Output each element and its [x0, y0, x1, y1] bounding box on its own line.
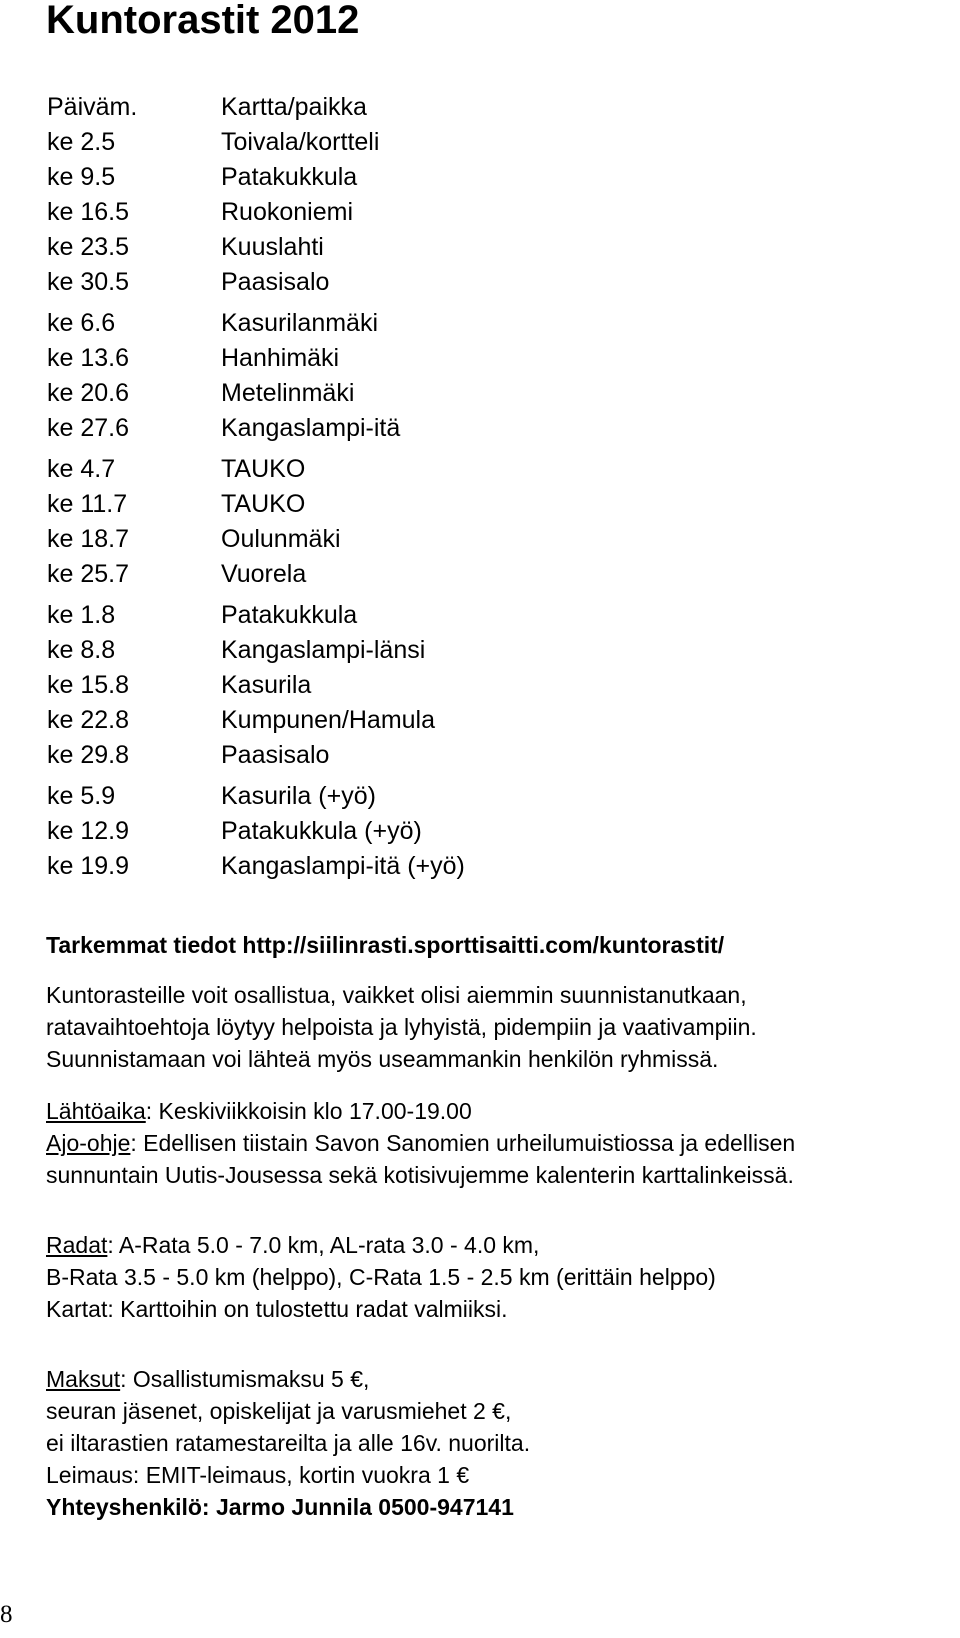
start-time-label: Lähtöaika: [46, 1098, 146, 1124]
courses-line-2: B-Rata 3.5 - 5.0 km (helppo), C-Rata 1.5 - 2.5 km (erittäin helppo): [46, 1264, 716, 1290]
date-column-header: Päiväm.: [47, 93, 138, 121]
directions-label: Ajo-ohje: [46, 1130, 131, 1156]
schedule-date: ke 8.8: [47, 636, 116, 664]
schedule-date: ke 9.5: [47, 163, 116, 191]
schedule-place: Kumpunen/Hamula: [221, 706, 436, 734]
schedule-place: Vuorela: [221, 560, 307, 588]
fees-line: [46, 1364, 369, 1394]
courses-label: Radat: [46, 1232, 108, 1258]
schedule-place: Hanhimäki: [221, 344, 340, 372]
courses-text: : A-Rata 5.0 - 7.0 km, AL-rata 3.0 - 4.0 km,: [107, 1232, 540, 1258]
schedule-place: Metelinmäki: [221, 379, 355, 407]
schedule-place: Kangaslampi-itä (+yö): [221, 852, 465, 880]
courses-line: [46, 1230, 539, 1260]
details-label: Tarkemmat tiedot: [46, 932, 243, 958]
schedule-place: Patakukkula: [221, 601, 358, 629]
place-column-header: Kartta/paikka: [221, 93, 367, 121]
page-title: Kuntorastit 2012: [46, 0, 360, 42]
details-line: [46, 930, 724, 960]
contact-line: Yhteyshenkilö: Jarmo Junnila 0500-947141: [46, 1494, 514, 1520]
schedule-place: Toivala/kortteli: [221, 128, 380, 156]
directions-text: : Edellisen tiistain Savon Sanomien urheilumuistiossa ja edellisen: [130, 1130, 796, 1156]
schedule-date: ke 11.7: [47, 490, 128, 518]
schedule-place: Kasurila (+yö): [221, 782, 376, 810]
fees-label: Maksut: [46, 1366, 121, 1392]
schedule-date: ke 22.8: [47, 706, 130, 734]
schedule-place: TAUKO: [221, 455, 306, 483]
schedule-place: Patakukkula (+yö): [221, 817, 422, 845]
schedule-place: Kasurila: [221, 671, 312, 699]
fees-line-3: ei iltarastien ratamestareilta ja alle 16v. nuorilta.: [46, 1430, 531, 1456]
schedule-date: ke 15.8: [47, 671, 130, 699]
schedule-date: ke 18.7: [47, 525, 130, 553]
schedule-place: Paasisalo: [221, 741, 330, 769]
schedule-date: ke 4.7: [47, 455, 116, 483]
schedule-place: Kangaslampi-itä: [221, 414, 401, 442]
start-time-line: [46, 1096, 472, 1126]
intro-line-2: ratavaihtoehtoja löytyy helpoista ja lyhyistä, pidempiin ja vaativampiin.: [46, 1014, 757, 1040]
maps-line: Kartat: Karttoihin on tulostettu radat valmiiksi.: [46, 1296, 508, 1322]
schedule-date: ke 5.9: [47, 782, 116, 810]
schedule-place: Kuuslahti: [221, 233, 324, 261]
intro-line-1: Kuntorasteille voit osallistua, vaikket olisi aiemmin suunnistanutkaan,: [46, 982, 747, 1008]
schedule-place: TAUKO: [221, 490, 306, 518]
schedule-date: ke 27.6: [47, 414, 130, 442]
schedule-place: Ruokoniemi: [221, 198, 354, 226]
directions-line: [46, 1128, 795, 1158]
schedule-date: ke 19.9: [47, 852, 130, 880]
schedule-date: ke 13.6: [47, 344, 130, 372]
schedule-place: Patakukkula: [221, 163, 358, 191]
directions-line-2: sunnuntain Uutis-Jousessa sekä kotisivujemme kalenterin karttalinkeissä.: [46, 1162, 794, 1188]
schedule-date: ke 2.5: [47, 128, 116, 156]
intro-line-3: Suunnistamaan voi lähteä myös useammankin henkilön ryhmissä.: [46, 1046, 719, 1072]
schedule-date: ke 30.5: [47, 268, 130, 296]
details-url[interactable]: http://siilinrasti.sporttisaitti.com/kuntorastit/: [242, 932, 725, 958]
schedule-date: ke 23.5: [47, 233, 130, 261]
schedule-date: ke 16.5: [47, 198, 130, 226]
fees-line-2: seuran jäsenet, opiskelijat ja varusmiehet 2 €,: [46, 1398, 512, 1424]
schedule-place: Oulunmäki: [221, 525, 341, 553]
page-number: 8: [0, 1601, 13, 1628]
schedule-date: ke 6.6: [47, 309, 116, 337]
schedule-date: ke 20.6: [47, 379, 130, 407]
schedule-date: ke 1.8: [47, 601, 116, 629]
schedule-date: ke 25.7: [47, 560, 130, 588]
schedule-date: ke 12.9: [47, 817, 130, 845]
schedule-place: Paasisalo: [221, 268, 330, 296]
fees-text: : Osallistumismaksu 5 €,: [120, 1366, 370, 1392]
schedule-place: Kangaslampi-länsi: [221, 636, 426, 664]
schedule-place: Kasurilanmäki: [221, 309, 379, 337]
start-time-text: : Keskiviikkoisin klo 17.00-19.00: [145, 1098, 472, 1124]
schedule-date: ke 29.8: [47, 741, 130, 769]
punching-line: Leimaus: EMIT-leimaus, kortin vuokra 1 €: [46, 1462, 470, 1488]
